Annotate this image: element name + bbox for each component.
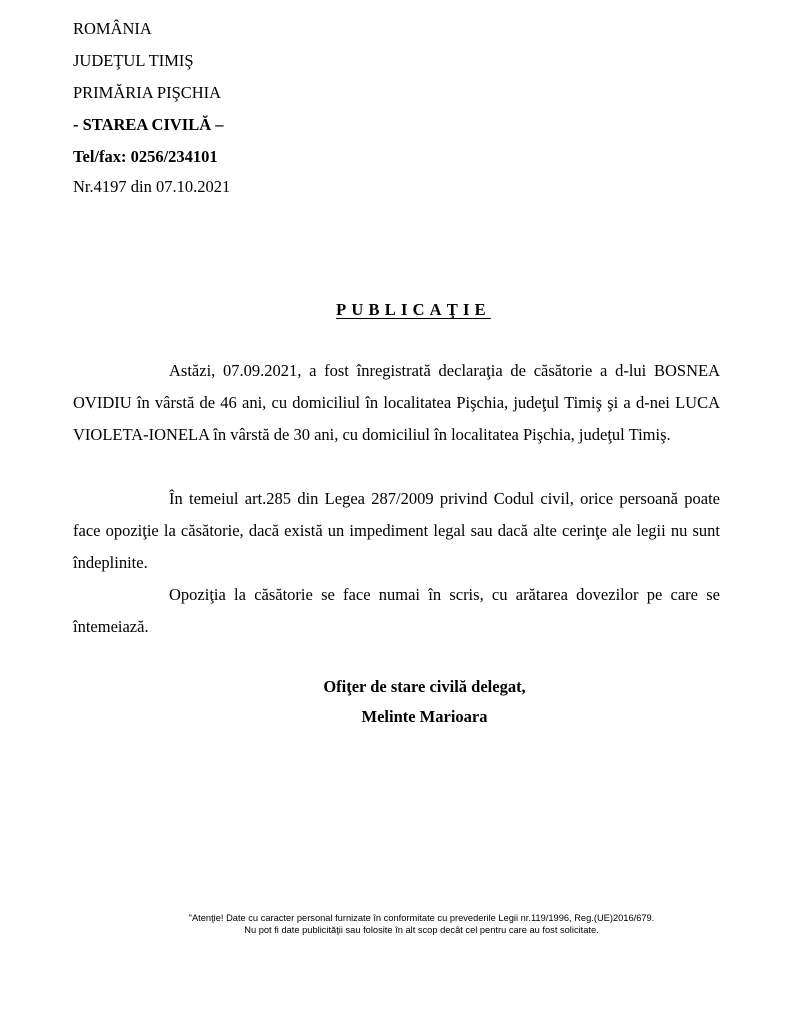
paragraph-declaration: Astăzi, 07.09.2021, a fost înregistrată declaraţia de căsătorie a d-lui BOSNEA OVIDIU în vârstă de 46 ani, cu domiciliul în localitatea Pişchia, judeţul Timiş şi a d-nei LUCA VIOLETA-IONELA în vârstă de 30 ani, cu domiciliul în localitatea Pişchia, judeţul Timiş.: [73, 361, 720, 444]
header-town-hall: PRIMĂRIA PIŞCHIA: [73, 83, 222, 102]
header-country: ROMÂNIA: [73, 19, 152, 38]
paragraph-opposition: Opoziţia la căsătorie se face numai în scris, cu arătarea dovezilor pe care se întemeiază.: [73, 585, 720, 636]
footnote-line-1: "Atenţie! Date cu caracter personal furnizate în conformitate cu prevederile Legii nr.119/1996, Reg.(UE)2016/679.: [188, 913, 655, 923]
footnote-privacy-notice: [0, 912, 791, 936]
header-department: - STAREA CIVILĂ –: [73, 115, 224, 134]
header-county: JUDEŢUL TIMIŞ: [73, 51, 194, 70]
footnote-line-2: Nu pot fi date publicităţii sau folosite în alt scop decât cel pentru care au fost solicitate.: [244, 925, 599, 935]
document-title: PUBLICAŢIE: [336, 300, 491, 319]
header-registration-number: Nr.4197 din 07.10.2021: [73, 177, 231, 196]
header-telfax: Tel/fax: 0256/234101: [73, 147, 218, 166]
paragraph-legal-basis: În temeiul art.285 din Legea 287/2009 privind Codul civil, orice persoană poate face opoziţie la căsătorie, dacă există un impediment legal sau dacă alte cerinţe ale legii nu sunt îndeplinite.: [73, 489, 720, 572]
signature-role: Ofiţer de stare civilă delegat,: [323, 677, 526, 696]
signature-name: Melinte Marioara: [361, 707, 488, 726]
